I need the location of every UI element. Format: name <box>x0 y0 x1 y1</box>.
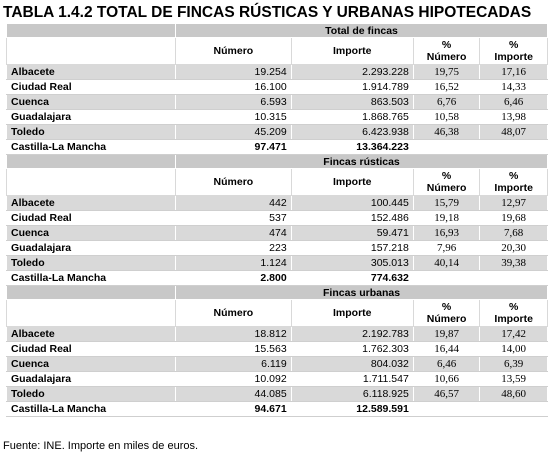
table-row <box>7 95 548 110</box>
page-title: TABLA 1.4.2 TOTAL DE FINCAS RÚSTICAS Y URBANAS HIPOTECADAS <box>3 4 532 21</box>
table-body <box>7 24 548 417</box>
header-pct-numero-line1: % <box>441 170 452 182</box>
pct-importe-value: 13,98 <box>480 110 548 125</box>
table-row <box>7 110 548 125</box>
province-name: Albacete <box>7 65 176 80</box>
header-empty-cell <box>7 300 176 327</box>
importe-value: 2.192.783 <box>291 327 413 342</box>
header-importe: Importe <box>291 300 413 327</box>
pct-numero-value: 46,38 <box>413 125 480 140</box>
numero-value: 10.092 <box>176 372 292 387</box>
header-pct-numero <box>413 169 480 196</box>
pct-numero-value: 6,76 <box>413 95 480 110</box>
importe-value: 1.868.765 <box>291 110 413 125</box>
header-importe: Importe <box>291 38 413 65</box>
header-pct-importe-line2: Importe <box>494 51 533 63</box>
pct-importe-value: 19,68 <box>480 211 548 226</box>
total-row <box>7 402 548 417</box>
pct-importe-value: 20,30 <box>480 241 548 256</box>
importe-value: 59.471 <box>291 226 413 241</box>
section-header-spacer <box>7 155 176 169</box>
pct-importe-value: 48,60 <box>480 387 548 402</box>
numero-value: 1.124 <box>176 256 292 271</box>
pct-importe-value: 6,39 <box>480 357 548 372</box>
table-row <box>7 256 548 271</box>
header-pct-numero <box>413 38 480 65</box>
header-importe: Importe <box>291 169 413 196</box>
province-name: Guadalajara <box>7 372 176 387</box>
importe-value: 6.118.925 <box>291 387 413 402</box>
total-pct-importe-empty <box>480 271 548 286</box>
section-title: Total de fincas <box>176 24 548 38</box>
section-header-row <box>7 24 548 38</box>
header-pct-importe <box>480 300 548 327</box>
table-row <box>7 387 548 402</box>
province-name: Albacete <box>7 327 176 342</box>
numero-value: 44.085 <box>176 387 292 402</box>
province-name: Ciudad Real <box>7 342 176 357</box>
pct-numero-value: 16,44 <box>413 342 480 357</box>
pct-numero-value: 46,57 <box>413 387 480 402</box>
section-title: Fincas rústicas <box>176 155 548 169</box>
numero-value: 442 <box>176 196 292 211</box>
province-name: Toledo <box>7 125 176 140</box>
province-name: Guadalajara <box>7 110 176 125</box>
header-numero: Número <box>176 169 292 196</box>
header-pct-importe-line1: % <box>509 170 519 182</box>
header-numero: Número <box>176 300 292 327</box>
section-header-spacer <box>7 24 176 38</box>
numero-value: 16.100 <box>176 80 292 95</box>
total-name: Castilla-La Mancha <box>7 402 176 417</box>
total-importe: 13.364.223 <box>291 140 413 155</box>
pct-importe-value: 12,97 <box>480 196 548 211</box>
total-name: Castilla-La Mancha <box>7 140 176 155</box>
pct-importe-value: 17,42 <box>480 327 548 342</box>
numero-value: 10.315 <box>176 110 292 125</box>
table-row <box>7 342 548 357</box>
total-numero: 2.800 <box>176 271 292 286</box>
section-header-row <box>7 286 548 300</box>
section-header-row <box>7 155 548 169</box>
total-numero: 97.471 <box>176 140 292 155</box>
header-pct-numero-line1: % <box>441 39 452 51</box>
province-name: Ciudad Real <box>7 211 176 226</box>
total-importe: 774.632 <box>291 271 413 286</box>
importe-value: 2.293.228 <box>291 65 413 80</box>
importe-value: 1.711.547 <box>291 372 413 387</box>
pct-importe-value: 39,38 <box>480 256 548 271</box>
fincas-table <box>6 23 548 417</box>
importe-value: 100.445 <box>291 196 413 211</box>
column-header-row <box>7 38 548 65</box>
header-pct-numero-line2: Número <box>426 51 467 63</box>
importe-value: 305.013 <box>291 256 413 271</box>
pct-importe-value: 17,16 <box>480 65 548 80</box>
pct-importe-value: 6,46 <box>480 95 548 110</box>
pct-importe-value: 48,07 <box>480 125 548 140</box>
importe-value: 1.762.303 <box>291 342 413 357</box>
numero-value: 6.593 <box>176 95 292 110</box>
importe-value: 152.486 <box>291 211 413 226</box>
header-pct-importe-line1: % <box>509 39 519 51</box>
province-name: Toledo <box>7 256 176 271</box>
province-name: Toledo <box>7 387 176 402</box>
table-row <box>7 226 548 241</box>
pct-numero-value: 19,75 <box>413 65 480 80</box>
header-pct-importe <box>480 169 548 196</box>
total-pct-numero-empty <box>413 271 480 286</box>
province-name: Cuenca <box>7 357 176 372</box>
pct-importe-value: 7,68 <box>480 226 548 241</box>
province-name: Ciudad Real <box>7 80 176 95</box>
header-pct-importe-line2: Importe <box>494 182 533 194</box>
table-row <box>7 65 548 80</box>
table-row <box>7 327 548 342</box>
pct-numero-value: 16,52 <box>413 80 480 95</box>
numero-value: 474 <box>176 226 292 241</box>
pct-numero-value: 40,14 <box>413 256 480 271</box>
numero-value: 6.119 <box>176 357 292 372</box>
pct-importe-value: 13,59 <box>480 372 548 387</box>
total-pct-importe-empty <box>480 140 548 155</box>
numero-value: 19.254 <box>176 65 292 80</box>
header-empty-cell <box>7 169 176 196</box>
table-row <box>7 125 548 140</box>
importe-value: 863.503 <box>291 95 413 110</box>
total-pct-importe-empty <box>480 402 548 417</box>
numero-value: 45.209 <box>176 125 292 140</box>
header-pct-numero-line2: Número <box>426 182 467 194</box>
importe-value: 6.423.938 <box>291 125 413 140</box>
pct-numero-value: 10,66 <box>413 372 480 387</box>
province-name: Cuenca <box>7 95 176 110</box>
header-pct-importe-line1: % <box>509 301 519 313</box>
table-row <box>7 211 548 226</box>
numero-value: 223 <box>176 241 292 256</box>
header-pct-numero-line1: % <box>441 301 452 313</box>
source-note: Fuente: INE. Importe en miles de euros. <box>3 440 199 452</box>
pct-numero-value: 15,79 <box>413 196 480 211</box>
pct-numero-value: 19,87 <box>413 327 480 342</box>
pct-numero-value: 16,93 <box>413 226 480 241</box>
province-name: Albacete <box>7 196 176 211</box>
total-row <box>7 271 548 286</box>
province-name: Cuenca <box>7 226 176 241</box>
total-pct-numero-empty <box>413 140 480 155</box>
header-pct-numero-line2: Número <box>426 313 467 325</box>
pct-numero-value: 10,58 <box>413 110 480 125</box>
pct-numero-value: 19,18 <box>413 211 480 226</box>
header-numero: Número <box>176 38 292 65</box>
table-row <box>7 80 548 95</box>
table-row <box>7 372 548 387</box>
table-row <box>7 196 548 211</box>
province-name: Guadalajara <box>7 241 176 256</box>
total-importe: 12.589.591 <box>291 402 413 417</box>
pct-importe-value: 14,00 <box>480 342 548 357</box>
total-pct-numero-empty <box>413 402 480 417</box>
section-title: Fincas urbanas <box>176 286 548 300</box>
total-row <box>7 140 548 155</box>
pct-importe-value: 14,33 <box>480 80 548 95</box>
numero-value: 18.812 <box>176 327 292 342</box>
header-empty-cell <box>7 38 176 65</box>
header-pct-numero <box>413 300 480 327</box>
header-pct-importe <box>480 38 548 65</box>
table-row <box>7 357 548 372</box>
importe-value: 157.218 <box>291 241 413 256</box>
total-numero: 94.671 <box>176 402 292 417</box>
section-header-spacer <box>7 286 176 300</box>
column-header-row <box>7 300 548 327</box>
total-name: Castilla-La Mancha <box>7 271 176 286</box>
pct-numero-value: 6,46 <box>413 357 480 372</box>
column-header-row <box>7 169 548 196</box>
table-row <box>7 241 548 256</box>
numero-value: 537 <box>176 211 292 226</box>
importe-value: 804.032 <box>291 357 413 372</box>
pct-numero-value: 7,96 <box>413 241 480 256</box>
numero-value: 15.563 <box>176 342 292 357</box>
header-pct-importe-line2: Importe <box>494 313 533 325</box>
importe-value: 1.914.789 <box>291 80 413 95</box>
